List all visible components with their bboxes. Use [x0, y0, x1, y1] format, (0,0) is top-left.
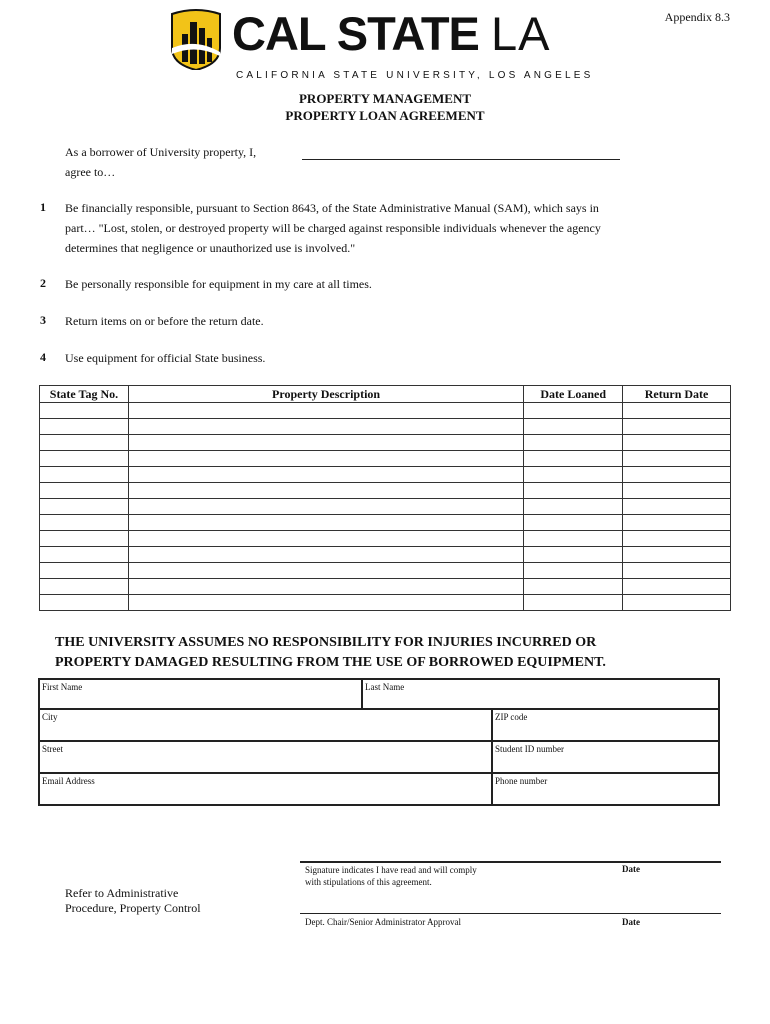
item-text-1: Be financially responsible, pursuant to Section 8643, of the State Administrative Manual (SAM), which says in part… "Lost, stolen, or destroyed property will be charged against responsible individuals whenever the agency determines that negligence or unauthorized use is involved." — [65, 201, 601, 255]
table-row — [40, 563, 731, 579]
return-date-cell[interactable] — [623, 419, 731, 435]
signature-caption-line-1: Signature indicates I have read and will comply — [305, 865, 477, 875]
state-tag-cell[interactable] — [40, 563, 129, 579]
property-description-cell[interactable] — [128, 579, 523, 595]
signature-caption-line-2: with stipulations of this agreement. — [305, 877, 432, 887]
approval-caption: Dept. Chair/Senior Administrator Approval — [305, 917, 461, 927]
table-row — [40, 579, 731, 595]
date-loaned-cell[interactable] — [524, 451, 623, 467]
table-row — [40, 403, 731, 419]
header-date-loaned: Date Loaned — [524, 386, 623, 403]
date-loaned-cell[interactable] — [524, 483, 623, 499]
signature-date-label: Date — [622, 864, 640, 874]
table-row — [40, 499, 731, 515]
state-tag-cell[interactable] — [40, 547, 129, 563]
property-description-cell[interactable] — [128, 467, 523, 483]
zip-field[interactable] — [491, 708, 720, 742]
approval-date-label: Date — [622, 917, 640, 927]
liability-warning — [55, 633, 606, 673]
state-tag-cell[interactable] — [40, 403, 129, 419]
table-row — [40, 595, 731, 611]
street-field[interactable] — [38, 740, 493, 774]
item-number-2: 2 — [40, 276, 46, 290]
table-row — [40, 483, 731, 499]
date-loaned-cell[interactable] — [524, 499, 623, 515]
property-description-cell[interactable] — [128, 515, 523, 531]
return-date-cell[interactable] — [623, 563, 731, 579]
header-state-tag: State Tag No. — [40, 386, 129, 403]
table-row — [40, 451, 731, 467]
refer-line-2: Procedure, Property Control — [65, 901, 201, 915]
return-date-cell[interactable] — [623, 467, 731, 483]
date-loaned-cell[interactable] — [524, 403, 623, 419]
property-description-cell[interactable] — [128, 499, 523, 515]
cal-state-la-logo-icon — [170, 8, 222, 70]
last-name-field[interactable] — [361, 678, 720, 710]
warning-line-2: PROPERTY DAMAGED RESULTING FROM THE USE OF BORROWED EQUIPMENT. — [55, 655, 606, 670]
street-label: Street — [42, 744, 63, 754]
table-row — [40, 515, 731, 531]
date-loaned-cell[interactable] — [524, 547, 623, 563]
intro-line-2: agree to… — [65, 165, 116, 179]
return-date-cell[interactable] — [623, 483, 731, 499]
table-row — [40, 419, 731, 435]
first-name-label: First Name — [42, 682, 83, 692]
logo-wordmark: CAL STATE LA — [232, 7, 551, 60]
header-property-description: Property Description — [128, 386, 523, 403]
property-loan-table — [39, 385, 731, 611]
refer-line-1: Refer to Administrative — [65, 886, 179, 900]
logo-subtitle: CALIFORNIA STATE UNIVERSITY, LOS ANGELES — [236, 70, 594, 81]
date-loaned-cell[interactable] — [524, 595, 623, 611]
warning-line-1: THE UNIVERSITY ASSUMES NO RESPONSIBILITY FOR INJURIES INCURRED OR — [55, 635, 597, 650]
item-text-2: Be personally responsible for equipment in my care at all times. — [65, 277, 372, 291]
return-date-cell[interactable] — [623, 595, 731, 611]
property-description-cell[interactable] — [128, 547, 523, 563]
phone-field[interactable] — [491, 772, 720, 806]
property-description-cell[interactable] — [128, 403, 523, 419]
property-description-cell[interactable] — [128, 419, 523, 435]
city-field[interactable] — [38, 708, 493, 742]
property-description-cell[interactable] — [128, 563, 523, 579]
intro-line-1: As a borrower of University property, I, — [65, 145, 257, 159]
email-label: Email Address — [42, 776, 95, 786]
refer-note — [65, 886, 201, 916]
state-tag-cell[interactable] — [40, 499, 129, 515]
item-number-4: 4 — [40, 350, 46, 364]
state-tag-cell[interactable] — [40, 467, 129, 483]
state-tag-cell[interactable] — [40, 595, 129, 611]
date-loaned-cell[interactable] — [524, 467, 623, 483]
item-text-3: Return items on or before the return date. — [65, 314, 264, 328]
student-id-label: Student ID number — [495, 744, 564, 754]
return-date-cell[interactable] — [623, 435, 731, 451]
header-return-date: Return Date — [623, 386, 731, 403]
zip-label: ZIP code — [495, 712, 528, 722]
property-description-cell[interactable] — [128, 595, 523, 611]
city-label: City — [42, 712, 58, 722]
state-tag-cell[interactable] — [40, 483, 129, 499]
state-tag-cell[interactable] — [40, 515, 129, 531]
property-description-cell[interactable] — [128, 531, 523, 547]
student-id-field[interactable] — [491, 740, 720, 774]
item-text-4: Use equipment for official State business. — [65, 351, 266, 365]
date-loaned-cell[interactable] — [524, 563, 623, 579]
table-row — [40, 531, 731, 547]
return-date-cell[interactable] — [623, 499, 731, 515]
table-row — [40, 435, 731, 451]
signature-caption — [305, 864, 477, 888]
item-number-1: 1 — [40, 200, 46, 214]
email-field[interactable] — [38, 772, 493, 806]
state-tag-cell[interactable] — [40, 419, 129, 435]
return-date-cell[interactable] — [623, 579, 731, 595]
property-description-cell[interactable] — [128, 451, 523, 467]
signature-line[interactable] — [300, 861, 721, 863]
date-loaned-cell[interactable] — [524, 515, 623, 531]
date-loaned-cell[interactable] — [524, 419, 623, 435]
table-header-row — [40, 386, 731, 403]
table-row — [40, 467, 731, 483]
title-property-management: PROPERTY MANAGEMENT — [298, 91, 472, 106]
state-tag-cell[interactable] — [40, 435, 129, 451]
return-date-cell[interactable] — [623, 515, 731, 531]
title-property-loan-agreement: PROPERTY LOAN AGREEMENT — [285, 108, 485, 123]
first-name-field[interactable] — [38, 678, 363, 710]
return-date-cell[interactable] — [623, 547, 731, 563]
last-name-label: Last Name — [365, 682, 405, 692]
item-number-3: 3 — [40, 313, 46, 327]
date-loaned-cell[interactable] — [524, 435, 623, 451]
return-date-cell[interactable] — [623, 403, 731, 419]
appendix-label: Appendix 8.3 — [664, 10, 730, 24]
approval-line[interactable] — [300, 913, 721, 914]
state-tag-cell[interactable] — [40, 531, 129, 547]
property-description-cell[interactable] — [128, 435, 523, 451]
return-date-cell[interactable] — [623, 531, 731, 547]
date-loaned-cell[interactable] — [524, 531, 623, 547]
phone-label: Phone number — [495, 776, 548, 786]
state-tag-cell[interactable] — [40, 451, 129, 467]
date-loaned-cell[interactable] — [524, 579, 623, 595]
table-row — [40, 547, 731, 563]
property-description-cell[interactable] — [128, 483, 523, 499]
borrower-name-line[interactable] — [302, 159, 620, 160]
state-tag-cell[interactable] — [40, 579, 129, 595]
return-date-cell[interactable] — [623, 451, 731, 467]
